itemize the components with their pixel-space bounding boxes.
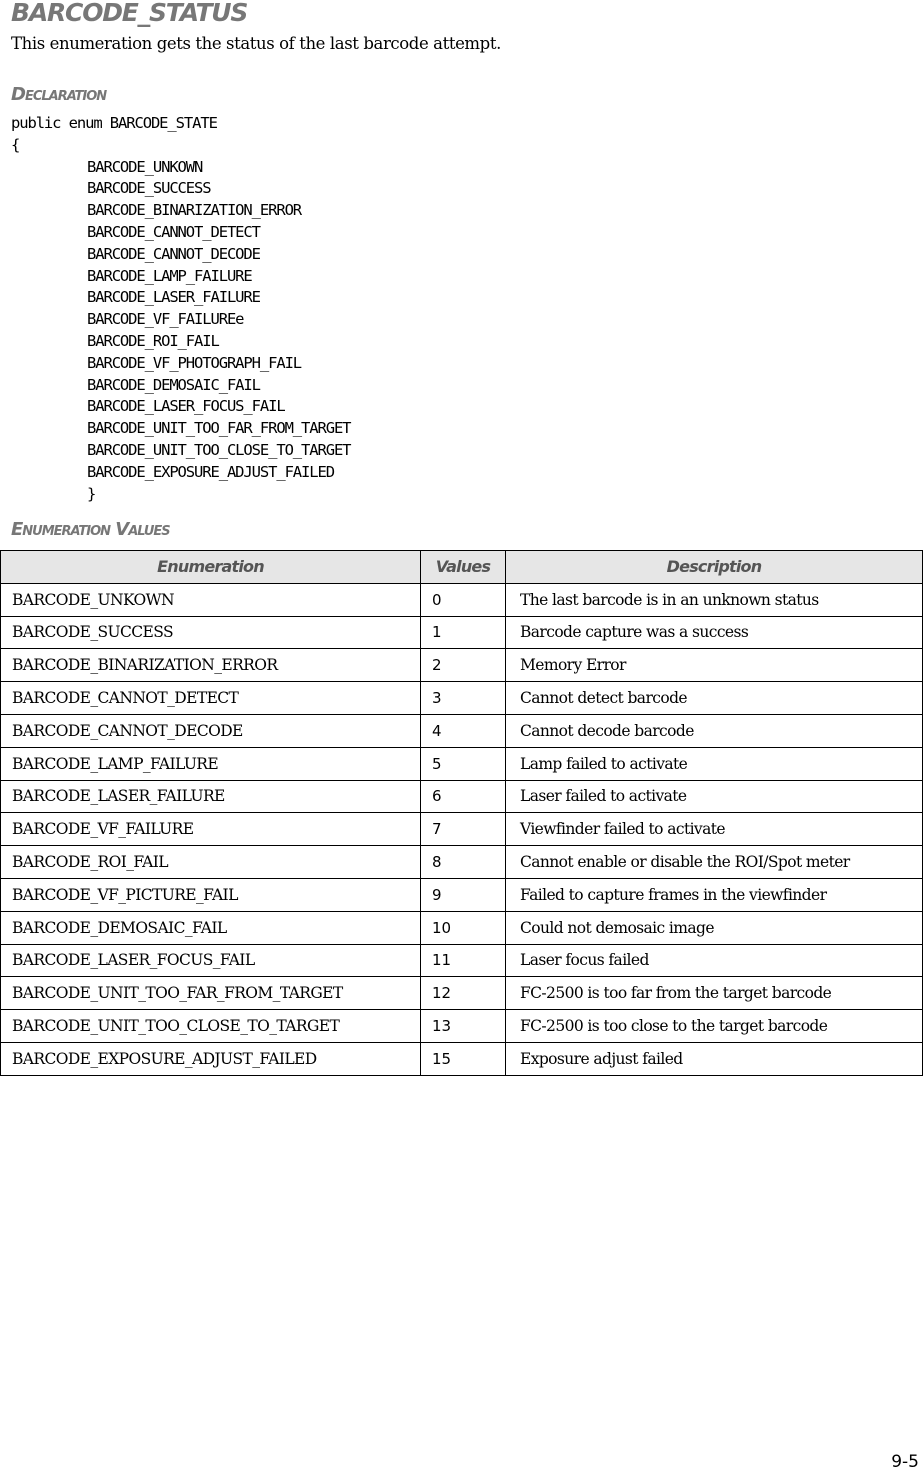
table-body — [1, 583, 923, 1075]
column-header-enumeration: Enumeration — [1, 551, 421, 584]
table-row — [1, 747, 923, 780]
enum-description-cell: Laser focus failed — [506, 944, 923, 977]
enum-value-cell: 4 — [421, 714, 506, 747]
table-row — [1, 1010, 923, 1043]
enum-name-cell: BARCODE_VF_FAILURE — [1, 813, 421, 846]
enumeration-table — [0, 550, 923, 1076]
enum-value-cell: 7 — [421, 813, 506, 846]
table-row — [1, 616, 923, 649]
enum-name-cell: BARCODE_UNIT_TOO_CLOSE_TO_TARGET — [1, 1010, 421, 1043]
table-row — [1, 682, 923, 715]
table-row — [1, 977, 923, 1010]
table-row — [1, 813, 923, 846]
enum-name-cell: BARCODE_ROI_FAIL — [1, 846, 421, 879]
table-row — [1, 780, 923, 813]
enum-name-cell: BARCODE_EXPOSURE_ADJUST_FAILED — [1, 1042, 421, 1075]
column-header-description: Description — [506, 551, 923, 584]
page-title: BARCODE_STATUS — [11, 0, 248, 27]
enum-description-cell: Memory Error — [506, 649, 923, 682]
code-member: BARCODE_BINARIZATION_ERROR — [87, 201, 302, 220]
enum-name-cell: BARCODE_BINARIZATION_ERROR — [1, 649, 421, 682]
enum-description-cell: The last barcode is in an unknown status — [506, 583, 923, 616]
column-header-values: Values — [421, 551, 506, 584]
enum-value-cell: 5 — [421, 747, 506, 780]
enum-name-cell: BARCODE_SUCCESS — [1, 616, 421, 649]
code-member: BARCODE_CANNOT_DECODE — [87, 244, 260, 263]
intro-text: This enumeration gets the status of the last barcode attempt. — [11, 34, 501, 53]
enum-name-cell: BARCODE_VF_PICTURE_FAIL — [1, 878, 421, 911]
enum-value-cell: 0 — [421, 583, 506, 616]
enum-value-cell: 1 — [421, 616, 506, 649]
enum-description-cell: Viewfinder failed to activate — [506, 813, 923, 846]
enum-description-cell: FC-2500 is too close to the target barcode — [506, 1010, 923, 1043]
enumeration-values-heading: Enumeration Values — [11, 519, 170, 540]
table-row — [1, 583, 923, 616]
enum-name-cell: BARCODE_CANNOT_DETECT — [1, 682, 421, 715]
enum-name-cell: BARCODE_LASER_FAILURE — [1, 780, 421, 813]
enum-description-cell: Cannot enable or disable the ROI/Spot meter — [506, 846, 923, 879]
enum-value-cell: 10 — [421, 911, 506, 944]
page-number: 9-5 — [891, 1452, 919, 1472]
enum-value-cell: 11 — [421, 944, 506, 977]
enum-description-cell: Exposure adjust failed — [506, 1042, 923, 1075]
enum-value-cell: 12 — [421, 977, 506, 1010]
code-member: BARCODE_UNKOWN — [87, 157, 203, 176]
enum-description-cell: Barcode capture was a success — [506, 616, 923, 649]
enum-value-cell: 2 — [421, 649, 506, 682]
enum-value-cell: 13 — [421, 1010, 506, 1043]
enum-name-cell: BARCODE_CANNOT_DECODE — [1, 714, 421, 747]
table-row — [1, 944, 923, 977]
enum-name-cell: BARCODE_DEMOSAIC_FAIL — [1, 911, 421, 944]
code-signature: public enum BARCODE_STATE — [11, 114, 217, 132]
code-member: BARCODE_EXPOSURE_ADJUST_FAILED — [87, 462, 334, 481]
code-member: BARCODE_LASER_FAILURE — [87, 288, 260, 307]
enum-description-cell: Cannot decode barcode — [506, 714, 923, 747]
table-row — [1, 649, 923, 682]
code-member: BARCODE_VF_FAILUREe — [87, 310, 244, 329]
table-row — [1, 846, 923, 879]
enum-value-cell: 3 — [421, 682, 506, 715]
enum-name-cell: BARCODE_UNKOWN — [1, 583, 421, 616]
code-member: BARCODE_LASER_FOCUS_FAIL — [87, 397, 285, 416]
table-row — [1, 878, 923, 911]
enum-description-cell: Lamp failed to activate — [506, 747, 923, 780]
code-member: BARCODE_LAMP_FAILURE — [87, 266, 252, 285]
enum-name-cell: BARCODE_LAMP_FAILURE — [1, 747, 421, 780]
table-row — [1, 911, 923, 944]
table-row — [1, 714, 923, 747]
code-open-brace: { — [11, 135, 20, 154]
declaration-code — [11, 113, 350, 505]
enum-value-cell: 9 — [421, 878, 506, 911]
declaration-heading: Declaration — [11, 84, 107, 105]
enum-value-cell: 8 — [421, 846, 506, 879]
table-row — [1, 1042, 923, 1075]
enum-name-cell: BARCODE_UNIT_TOO_FAR_FROM_TARGET — [1, 977, 421, 1010]
enum-description-cell: Laser failed to activate — [506, 780, 923, 813]
table-header-row — [1, 551, 923, 584]
code-member: BARCODE_CANNOT_DETECT — [87, 222, 260, 241]
enum-name-cell: BARCODE_LASER_FOCUS_FAIL — [1, 944, 421, 977]
enum-description-cell: Failed to capture frames in the viewfinder — [506, 878, 923, 911]
enum-value-cell: 6 — [421, 780, 506, 813]
code-member: BARCODE_ROI_FAIL — [87, 331, 219, 350]
code-members — [11, 157, 350, 484]
code-member: BARCODE_SUCCESS — [87, 179, 211, 198]
code-close-brace: } — [87, 484, 96, 503]
code-member: BARCODE_VF_PHOTOGRAPH_FAIL — [87, 353, 302, 372]
enum-description-cell: FC-2500 is too far from the target barcode — [506, 977, 923, 1010]
code-member: BARCODE_DEMOSAIC_FAIL — [87, 375, 260, 394]
enum-description-cell: Cannot detect barcode — [506, 682, 923, 715]
enum-value-cell: 15 — [421, 1042, 506, 1075]
enum-description-cell: Could not demosaic image — [506, 911, 923, 944]
code-member: BARCODE_UNIT_TOO_FAR_FROM_TARGET — [87, 419, 351, 438]
code-member: BARCODE_UNIT_TOO_CLOSE_TO_TARGET — [87, 440, 351, 459]
